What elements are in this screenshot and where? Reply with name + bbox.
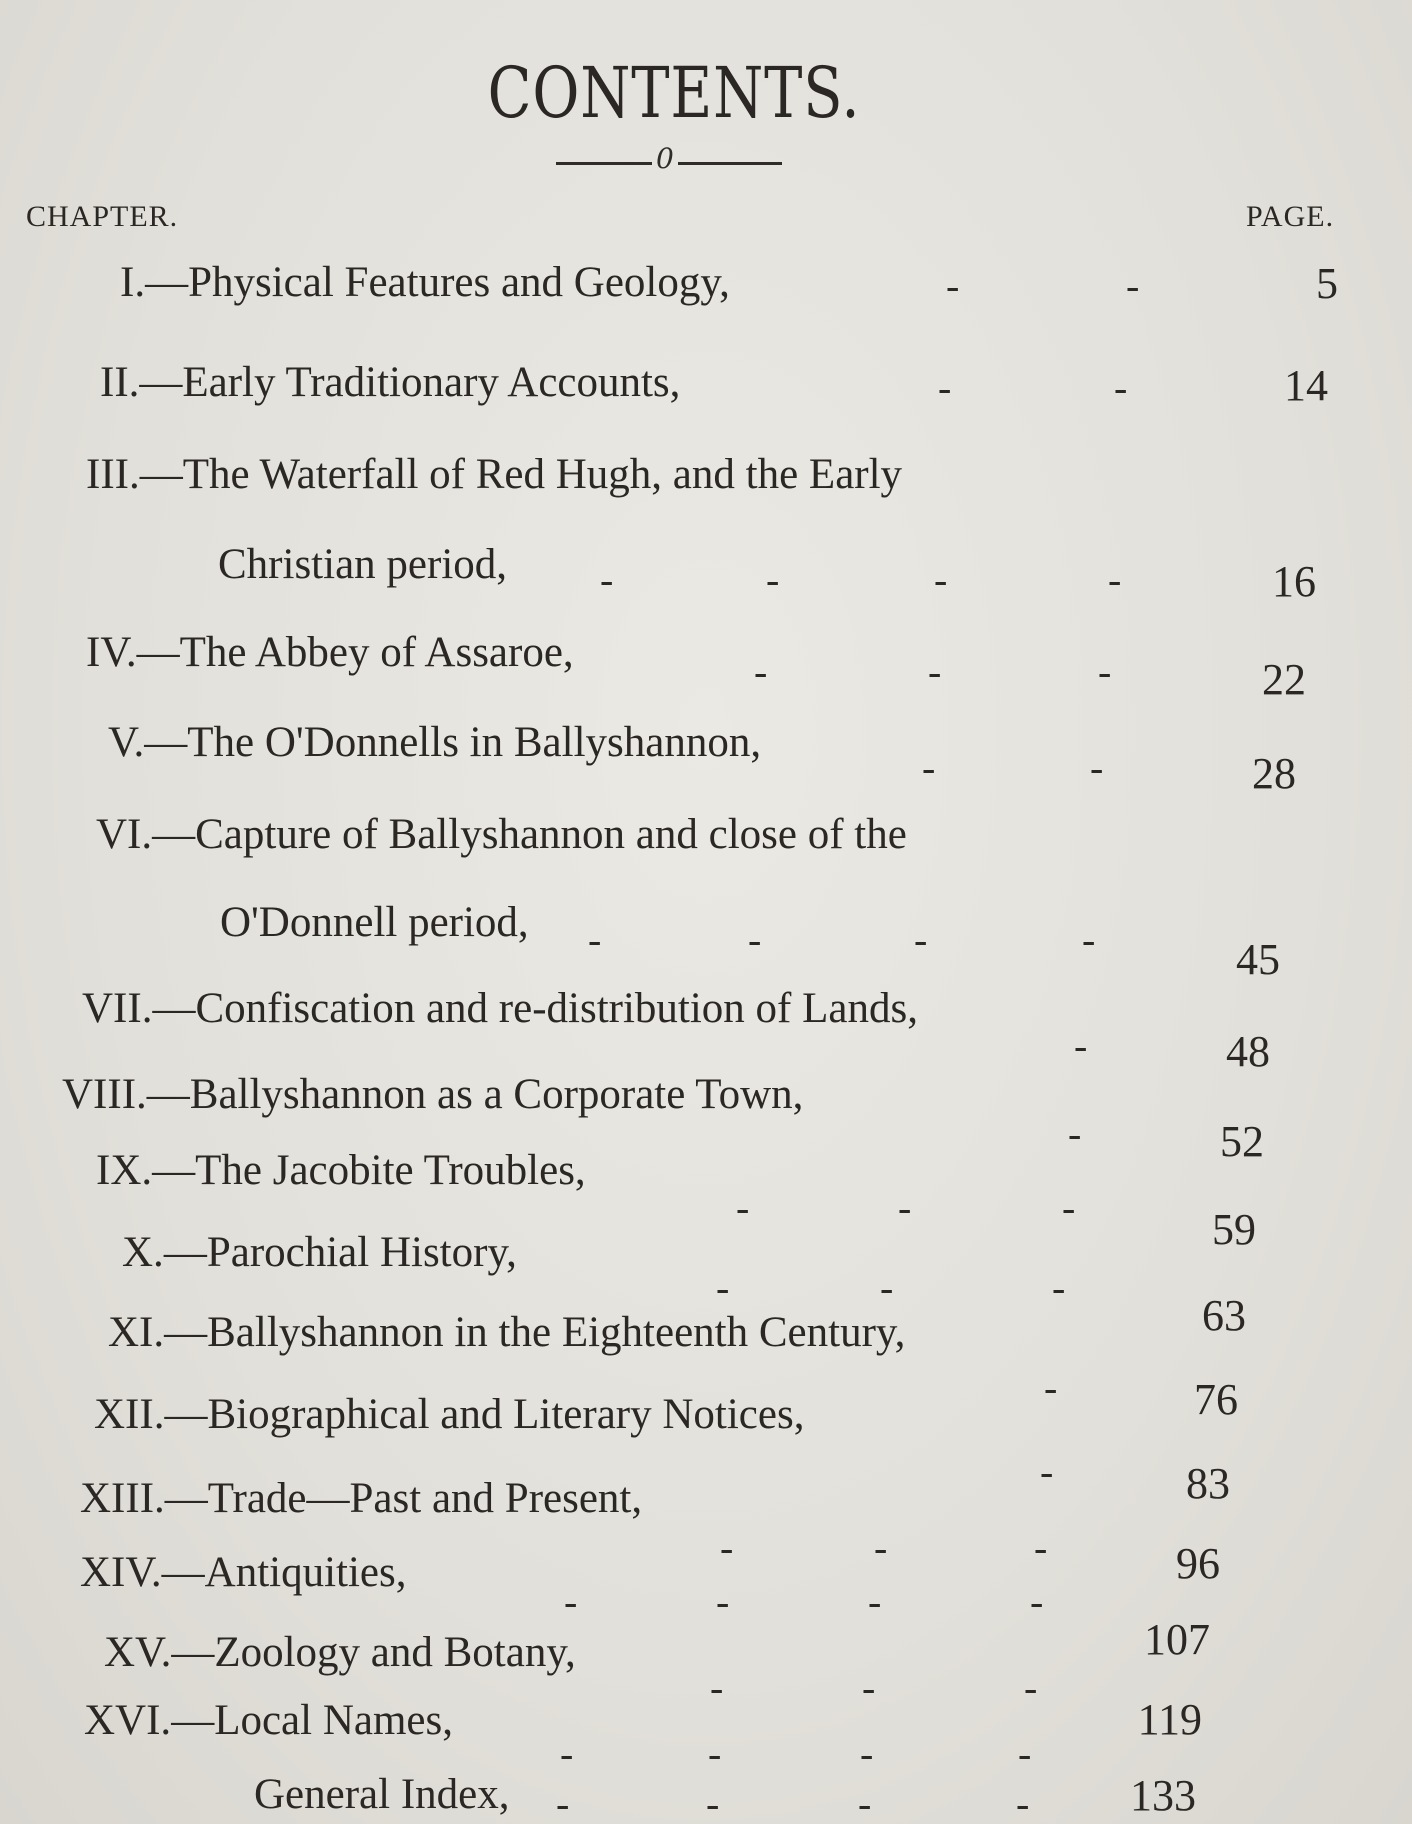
- chapter-title: —Early Traditionary Accounts,: [139, 359, 681, 406]
- chapter-title: —The Jacobite Troubles,: [152, 1147, 586, 1194]
- chapter-number: VII.: [82, 985, 153, 1032]
- toc-entry-2: [100, 358, 680, 407]
- page-column-header: PAGE.: [1246, 200, 1335, 233]
- chapter-number: IX.: [96, 1147, 153, 1194]
- page-number: 107: [1144, 1615, 1210, 1664]
- toc-entry-1: [120, 258, 730, 307]
- chapter-title: —Capture of Ballyshannon and close of the: [152, 811, 907, 858]
- page-number: 28: [1252, 749, 1296, 798]
- page-number: 45: [1236, 935, 1280, 984]
- page-number: 14: [1284, 361, 1328, 410]
- page-number: 16: [1272, 557, 1316, 606]
- toc-entry-6-continued: O'Donnell period,: [220, 899, 529, 946]
- chapter-number: X.: [122, 1229, 164, 1276]
- chapter-title: —Local Names,: [171, 1697, 453, 1744]
- toc-entry-7: [82, 984, 918, 1033]
- chapter-title: —Ballyshannon in the Eighteenth Century,: [164, 1309, 906, 1356]
- chapter-number: XI.: [108, 1309, 165, 1356]
- toc-entry-11: [108, 1308, 905, 1357]
- ornament-symbol: 0: [656, 142, 674, 175]
- book-page: CONTENTS. 0 CHAPTER. PAGE. I.—Physical Features and Geology, - - 5 II.—Early Traditionary Accounts, - - 14 III.—The Waterfall of Red Hugh, and the Early Christian period, - - - - 16 IV.—The Abbey of Assaroe, - - - 22 V.—The O'Donnells in Ballyshannon, - - 28 VI.—Capture of Ballyshannon and close of the O'Donnell period, - - - - 45 VII.—Confiscation and re-distribution of Lands, - 48 VIII.—Ballyshannon as a Corporate Town, - 52 IX.—The Jacobite Troubles, - - - 59 X.—Parochial History, - - - 63 XI.—Ballyshannon in the Eighteenth Century, - 76 XII.—Biographical and Literary Notices, - 83 XIII.—Trade—Past and Present, - - - 96 XIV.—Antiquities, - - - - 107 XV.—Zoology and Botany, - - - 119 XVI.—Local Names, - - - - 133 General Index, - - - -: [0, 0, 1412, 1824]
- page-number: 76: [1194, 1375, 1238, 1424]
- toc-entry-5: [108, 718, 761, 767]
- chapter-title: —Physical Features and Geology,: [145, 259, 730, 306]
- chapter-title: —Biographical and Literary Notices,: [164, 1391, 805, 1438]
- chapter-title: —Trade—Past and Present,: [164, 1475, 643, 1522]
- toc-entry-13: [80, 1474, 642, 1523]
- toc-entry-3: [86, 450, 902, 499]
- title-ornament: [556, 142, 782, 178]
- toc-entry-16: [84, 1696, 453, 1745]
- chapter-title: —Confiscation and re-distribution of Lands,: [152, 985, 918, 1032]
- toc-entry-4: [86, 628, 574, 677]
- page-number: 59: [1212, 1205, 1256, 1254]
- chapter-title: —Zoology and Botany,: [171, 1629, 576, 1676]
- page-number: 5: [1316, 259, 1338, 308]
- chapter-title: —The O'Donnells in Ballyshannon,: [144, 719, 762, 766]
- toc-entry-15: [104, 1628, 576, 1677]
- chapter-number: XIV.: [80, 1549, 162, 1596]
- chapter-number: V.: [108, 719, 145, 766]
- toc-entry-14: [80, 1548, 407, 1597]
- page-number: 133: [1130, 1771, 1196, 1820]
- page-number: 96: [1176, 1539, 1220, 1588]
- page-number: 22: [1262, 655, 1306, 704]
- chapter-title: —Ballyshannon as a Corporate Town,: [146, 1071, 804, 1118]
- page-number: 52: [1220, 1117, 1264, 1166]
- chapter-number: III.: [86, 451, 140, 498]
- chapter-number: VIII.: [62, 1071, 147, 1118]
- toc-entry-8: [62, 1070, 803, 1119]
- chapter-column-header: CHAPTER.: [26, 200, 179, 233]
- chapter-number: XV.: [104, 1629, 172, 1676]
- page-number: 119: [1137, 1695, 1202, 1744]
- chapter-title: —The Waterfall of Red Hugh, and the Early: [139, 451, 903, 498]
- page-number: 83: [1186, 1459, 1230, 1508]
- contents-heading: CONTENTS.: [487, 52, 861, 134]
- toc-entry-general-index: [254, 1770, 509, 1819]
- page-number: 63: [1202, 1291, 1246, 1340]
- toc-entry-6: [96, 810, 907, 859]
- chapter-number: XVI.: [84, 1697, 172, 1744]
- toc-entry-10: [122, 1228, 517, 1277]
- chapter-number: XII.: [94, 1391, 165, 1438]
- chapter-number: VI.: [96, 811, 153, 858]
- chapter-title: —Antiquities,: [161, 1549, 407, 1596]
- toc-entry-12: [94, 1390, 804, 1439]
- index-title: General Index,: [254, 1771, 510, 1818]
- chapter-number: XIII.: [80, 1475, 165, 1522]
- chapter-title: —Parochial History,: [163, 1229, 517, 1276]
- page-number: 48: [1226, 1027, 1270, 1076]
- chapter-number: IV.: [86, 629, 137, 676]
- chapter-title: —The Abbey of Assaroe,: [136, 629, 574, 676]
- chapter-number: I.: [120, 259, 146, 306]
- toc-entry-3-continued: Christian period,: [218, 541, 508, 588]
- chapter-number: II.: [100, 359, 140, 406]
- toc-entry-9: [96, 1146, 586, 1195]
